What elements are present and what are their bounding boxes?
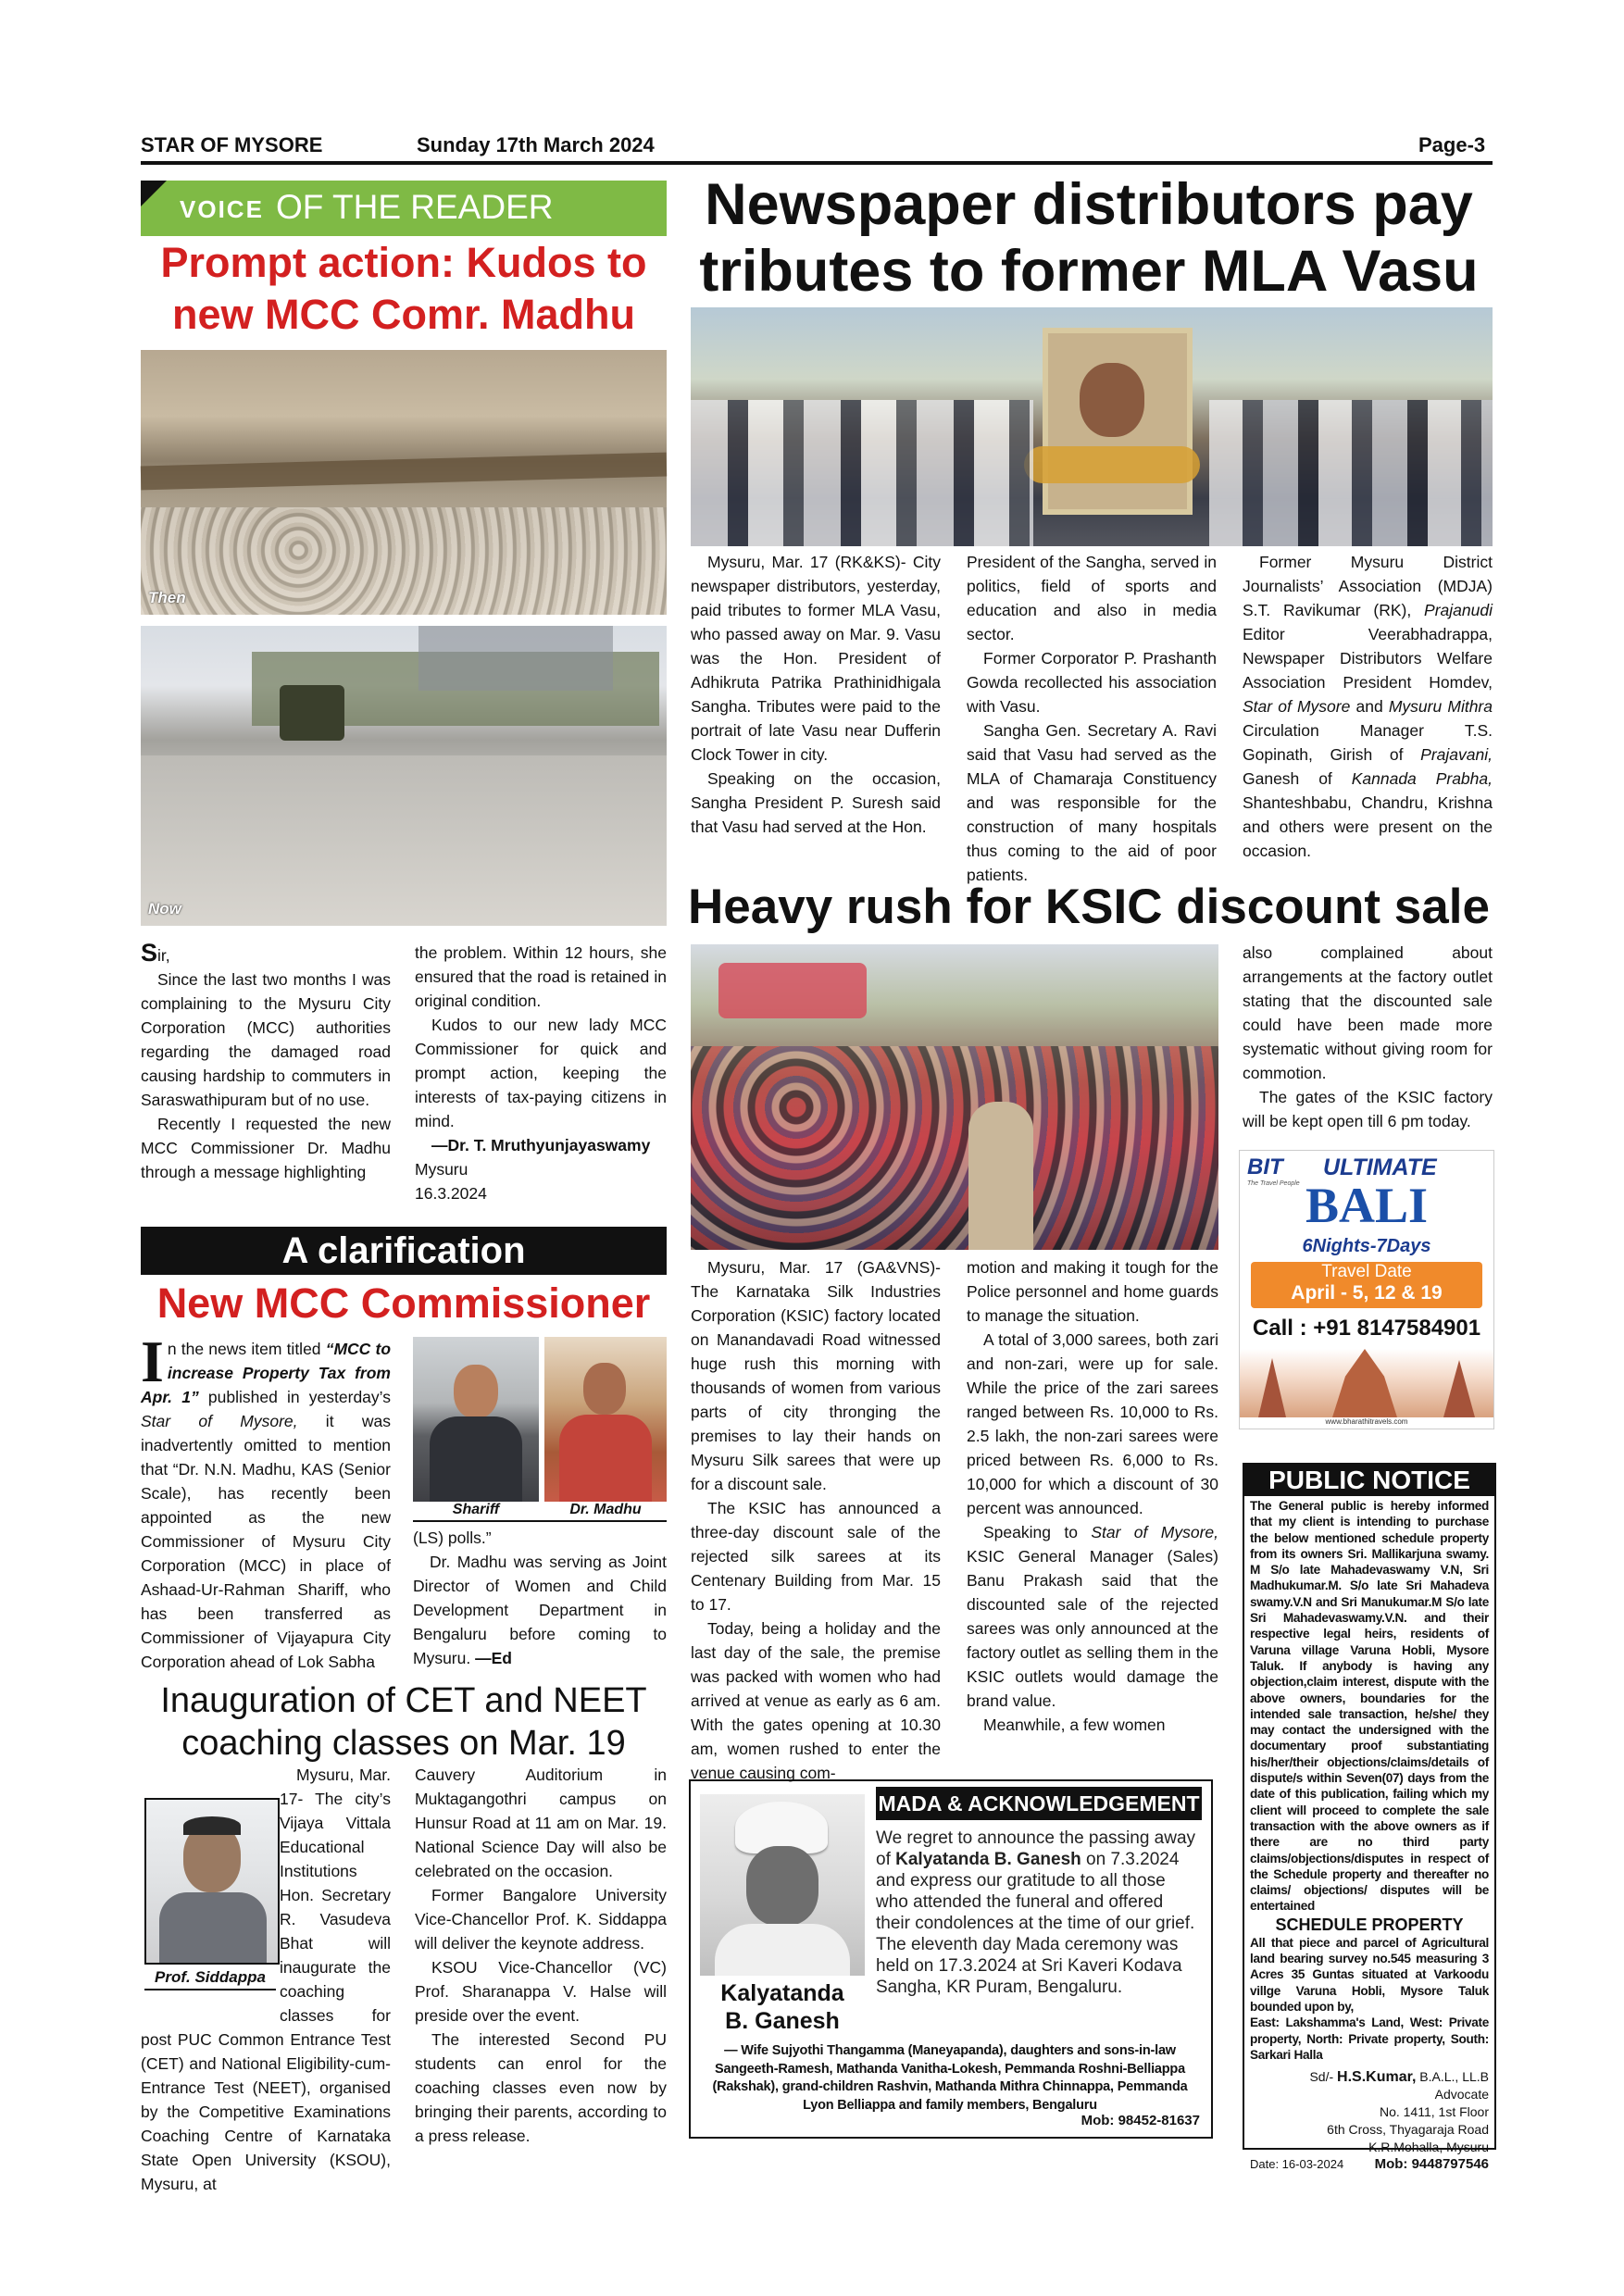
voice-letter-col2 xyxy=(415,941,667,1205)
cet-text: classes for post PUC Common Entrance Test (CET) and National Eligibility-cum-Entrance Test (NEET), organised by the Competitive Examinations Coaching Centre of Karnataka State Open University (KSOU), Mysuru, at xyxy=(141,2006,391,2193)
advocate-block: Sd/- H.S.Kumar, B.A.L., LL.B Advocate No. 1411, 1st Floor 6th Cross, Thyagaraja Road K.R.Mohalla, Mysuru xyxy=(1244,2063,1494,2156)
notice-footer xyxy=(1244,2156,1494,2173)
clarification-col2 xyxy=(413,1526,667,1670)
vasu-col2 xyxy=(967,550,1217,887)
advocate-address: No. 1411, 1st Floor xyxy=(1379,2104,1489,2120)
schedule-title: SCHEDULE PROPERTY xyxy=(1275,1915,1464,1934)
salutation: ir, xyxy=(157,946,170,965)
ksic-crowd-photo xyxy=(691,944,1218,1250)
mada-p2: The eleventh day Mada ceremony was held on 17.3.2024 at Sri Kaveri Kodava Sangha, KR Puram, Bengaluru. xyxy=(876,1935,1182,1997)
caption-shariff: Shariff xyxy=(452,1502,500,1517)
vasu-text: Sangha Gen. Secretary A. Ravi said that Vasu had served as the MLA of Chamaraja Constituency and was responsible for the construction of many hospitals thus coming to the aid of poor patients. xyxy=(967,721,1217,884)
vasu-text: President of the Sangha, served in politics, field of sports and education and also in media sector. xyxy=(967,553,1217,643)
mada-p1: We regret to announce the passing away of Kalyatanda B. Ganesh on 7.3.2024 and express our gratitude to all those who attended the funeral and offered their condolences at the time of our grief. xyxy=(876,1828,1196,1933)
caption-siddappa: Prof. Siddappa xyxy=(155,1968,266,1986)
caption-then: Then xyxy=(148,589,186,606)
cet-headline-line2: coaching classes on Mar. 19 xyxy=(181,1724,626,1763)
bit-logo-sub: The Travel People xyxy=(1247,1180,1300,1187)
deceased-name-line2: B. Ganesh xyxy=(725,2008,840,2034)
vasu-text: Former Corporator P. Prashanth Gowda recollected his association with Vasu. xyxy=(967,649,1217,716)
voice-banner xyxy=(141,181,667,236)
clarification-text-c: published in yesterday’s xyxy=(198,1388,391,1406)
clarification-col1 xyxy=(141,1329,392,1674)
ksic-text: Mysuru, Mar. 17 (GA&VNS)- The Karnataka Silk Industries Corporation (KSIC) factory located on Manandavadi Road witnessed huge rush this morning with thousands of women from various parts of city thronging the premises to lay their hands on Mysuru Silk sarees that were up for a discount sale. xyxy=(691,1258,941,1493)
vasu-headline-line1: Newspaper distributors pay xyxy=(705,172,1473,237)
mada-mobile: Mob: 98452-81637 xyxy=(1081,2113,1200,2128)
portrait-ganesh xyxy=(700,1794,865,1976)
voice-paragraph: Recently I requested the new MCC Commissioner Dr. Madhu through a message highlighting xyxy=(141,1115,391,1181)
ksic-text: Meanwhile, a few women xyxy=(983,1716,1166,1734)
public-notice-body: The General public is hereby informed that my client is intending to purchase the below mentioned schedule property from its owners Sri. Mallikarjuna swamy. M S/o late Mahadevaswamy V.N, Sri Madhukumar.M. S/o late Sri Mahadeva swamy.V.N and Sri Manukumar.M S/o late Sri Mahadevaswamy.V.N. and their respective legal heirs, residents of Varuna village Varuna Hobli, Mysore Taluk. If anybody is having any objection,claim interest, dispute with the above owners, boundaries for the intended sale transaction, he/she/ they may contact the undersigned with the documentary proof substantiating his/her/their objections/claims/details of dispute/s within Seven(07) days from the date of this publication, failing which my client will proceed to complete the sale transaction with the above owners as if there are no third party claims/objections/disputes in respect of the Schedule property and thereafter no claims/ objections/ disputes will be entertained xyxy=(1250,1499,1489,1914)
clarification-band-text: A clarification xyxy=(281,1230,526,1271)
clarification-text: (LS) polls.” xyxy=(413,1529,492,1547)
ad-date-box xyxy=(1251,1262,1482,1308)
voice-paragraph: Kudos to our new lady MCC Commissioner for quick and prompt action, keeping the interests of tax-paying citizens in mind. xyxy=(415,1016,667,1130)
voice-paragraph: Since the last two months I was complaining to the Mysuru City Corporation (MCC) authorities regarding the damaged road causing hardship to commuters in Saraswathipuram but of no use. xyxy=(141,970,391,1109)
voice-label-b: OF THE READER xyxy=(276,188,554,226)
advocate-address: 6th Cross, Thyagaraja Road xyxy=(1327,2122,1489,2138)
road-photo-then xyxy=(141,350,667,615)
notice-date: Date: 16-03-2024 xyxy=(1250,2157,1344,2172)
mada-message xyxy=(876,1828,1202,1998)
voice-banner-corner xyxy=(141,181,167,206)
clarification-text: Dr. Madhu was serving as Joint Director of Women and Child Development Department in Bengaluru before coming to Mysuru. xyxy=(413,1553,667,1667)
ksic-col1 xyxy=(691,1255,941,1785)
ksic-text: motion and making it tough for the Police personnel and home guards to manage the situation. xyxy=(967,1258,1218,1325)
letter-signature: —Dr. T. Mruthyunjayaswamy xyxy=(431,1136,651,1154)
road-photo-now xyxy=(141,626,667,926)
caption-now: Now xyxy=(148,900,181,917)
vasu-text: Speaking on the occasion, Sangha President P. Suresh said that Vasu had served at the Hon. xyxy=(691,769,941,836)
drop-cap: I xyxy=(141,1329,164,1394)
vasu-col3 xyxy=(1243,550,1493,863)
clarification-headline-ref: “MCC to increase Property Tax from Apr. 1” xyxy=(141,1340,392,1406)
ksic-text: Speaking to Star of Mysore, KSIC General Manager (Sales) Banu Prakash said that the discounted sale of the rejected sarees was only announced at the factory outlet as selling them in the KSIC outlets would damage the brand value. xyxy=(967,1523,1218,1710)
mada-header: MADA & ACKNOWLEDGEMENT xyxy=(876,1787,1202,1820)
ksic-text: The gates of the KSIC factory will be kept open till 6 pm today. xyxy=(1243,1088,1493,1130)
cet-text: Cauvery Auditorium in Muktagangothri campus on Hunsur Road at 11 am on Mar. 19. National Science Day will also be celebrated on the occasion. xyxy=(415,1766,667,1880)
voice-letter-col1 xyxy=(141,941,391,1184)
advocate-address: K.R.Mohalla, Mysuru xyxy=(1368,2140,1489,2155)
header-rule xyxy=(141,161,1493,165)
mada-family: — Wife Sujyothi Thangamma (Maneyapanda), daughters and sons-in-law Sangeeth-Ramesh, Mathanda Vanitha-Lokesh, Pemmanda Roshni-Belliappa (Rakshak), grand-children Rashvin, Mathanda Mithra Chinnappa, Pemmanda Lyon Belliappa and family members, Bengaluru xyxy=(712,2043,1188,2113)
bali-temple-illustration xyxy=(1240,1349,1493,1417)
ad-ultimate: ULTIMATE xyxy=(1323,1154,1437,1180)
ksic-side-col xyxy=(1243,941,1493,1133)
vasu-text: Mysuru, Mar. 17 (RK&KS)- City newspaper distributors, yesterday, paid tributes to former MLA Vasu, who passed away on Mar. 9. Vasu was the Hon. President of Adhikruta Patrika Prathinidhigala Sangha. Tributes were paid to the portrait of late Vasu near Dufferin Clock Tower in city. xyxy=(691,553,941,764)
clarification-paper-ref: Star of Mysore, xyxy=(141,1412,298,1430)
cet-text: The interested Second PU students can enrol for the coaching classes even now by bringing their parents, according to a press release. xyxy=(415,2030,667,2145)
page-number: Page-3 xyxy=(1418,133,1486,156)
cet-col1 xyxy=(141,1763,391,2196)
bali-travel-ad[interactable] xyxy=(1239,1150,1494,1429)
photo-madhu xyxy=(544,1337,667,1502)
letter-date: 16.3.2024 xyxy=(415,1184,487,1203)
voice-paragraph: the problem. Within 12 hours, she ensured that the road is retained in original condition. xyxy=(415,943,667,1010)
notice-mobile: Mob: 9448797546 xyxy=(1374,2156,1489,2173)
cet-headline-line1: Inauguration of CET and NEET xyxy=(160,1681,647,1720)
ad-call[interactable]: Call : +91 8147584901 xyxy=(1252,1316,1481,1341)
deceased-name-line1: Kalyatanda xyxy=(720,1980,844,2006)
ksic-col2 xyxy=(967,1255,1218,1737)
cet-text: KSOU Vice-Chancellor (VC) Prof. Sharanappa V. Halse will preside over the event. xyxy=(415,1958,667,2025)
ad-dates: April - 5, 12 & 19 xyxy=(1291,1282,1443,1304)
cet-lead xyxy=(141,1763,391,2196)
editor-signature: —Ed xyxy=(470,1649,512,1667)
caption-rule xyxy=(413,1520,667,1522)
masthead-name: STAR OF MYSORE xyxy=(141,133,323,156)
clarification-headline: New MCC Commissioner xyxy=(156,1279,651,1327)
voice-label-a: VOICE xyxy=(180,195,264,223)
letter-city: Mysuru xyxy=(415,1160,468,1179)
clarification-text-a: n the news item titled xyxy=(167,1340,326,1358)
ksic-text: The KSIC has announced a three-day discount sale of the rejected silk sarees at its Centenary Building from Mar. 15 to 17. xyxy=(691,1499,941,1614)
cet-text: Former Bangalore University Vice-Chancellor Prof. K. Siddappa will deliver the keynote address. xyxy=(415,1886,667,1953)
ad-duration: 6Nights-7Days xyxy=(1302,1236,1431,1256)
caption-madhu: Dr. Madhu xyxy=(569,1502,642,1517)
schedule-bounds: East: Lakshamma's Land, West: Private property, North: Private property, South: Sarkari Halla xyxy=(1250,2015,1489,2062)
public-notice-box xyxy=(1243,1463,1496,2173)
cet-col2 xyxy=(415,1763,667,2148)
vasu-col1 xyxy=(691,550,941,839)
voice-headline-line1: Prompt action: Kudos to xyxy=(160,239,647,286)
ksic-text: A total of 3,000 sarees, both zari and non-zari, were up for sale. While the price of the zari sarees ranged between Rs. 10,000 to Rs. 2.5 lakh, the non-zari sarees were priced between Rs. 6,000 to Rs. 10,000 for which a discount of 30 percent was announced. xyxy=(967,1330,1218,1517)
bit-logo: BIT xyxy=(1247,1154,1283,1179)
ksic-text: Today, being a holiday and the last day of the sale, the premise was packed with women who had arrived at venue as early as 6 am. With the gates opening at 10.30 am, women rushed to enter the venue causing com- xyxy=(691,1619,941,1782)
tribute-photo xyxy=(691,307,1493,546)
vasu-text: Former Mysuru District Journalists’ Association (MDJA) S.T. Ravikumar (RK), Prajanudi Editor Veerabhadrappa, Newspaper Distributors Welfare Association President Homdev, Star of Mysore and Mysuru Mithra Circulation Manager T.S. Gopinath, Girish of Prajavani, Ganesh of Kannada Prabha, Shanteshbabu, Chandru, Krishna and others were present on the occasion. xyxy=(1243,553,1493,860)
ad-travel-label: Travel Date xyxy=(1321,1262,1412,1281)
public-notice-title: PUBLIC NOTICE xyxy=(1244,1465,1494,1496)
salutation-initial: S xyxy=(141,939,158,967)
ad-site[interactable]: www.bharathitravels.com xyxy=(1325,1417,1408,1426)
ksic-headline: Heavy rush for KSIC discount sale xyxy=(688,880,1490,934)
masthead-date: Sunday 17th March 2024 xyxy=(417,133,655,156)
mada-ad-box xyxy=(689,1779,1213,2139)
ksic-text: also complained about arrangements at the factory outlet stating that the discounted sale could have been made more systematic without giving room for commotion. xyxy=(1243,943,1493,1082)
advocate-title: Advocate xyxy=(1434,2087,1489,2103)
clarification-text-e: it was inadvertently omitted to mention that “Dr. N.N. Madhu, KAS (Senior Scale), has recently been appointed as the new Commissioner of Mysuru City Corporation (MCC) in place of Ashaad-Ur-Rahman Shariff, who has been transferred as Commissioner of Vijayapura City Corporation ahead of Lok Sabha xyxy=(141,1412,391,1671)
cet-text: Mysuru, Mar. 17- The city’s Vijaya Vittala Educational Institutions Hon. Secretary R. Vasudeva Bhat will inaugurate the coaching xyxy=(280,1766,391,2001)
vasu-headline-line2: tributes to former MLA Vasu xyxy=(699,239,1479,304)
schedule-body: All that piece and parcel of Agricultural land bearing survey no.545 measuring 3 Acres 35 Guntas situated at Varkoodu villge Varuna Hobli, Mysore Taluk bounded upon by, xyxy=(1250,1935,1489,2014)
ad-bali: BALI xyxy=(1305,1178,1429,1233)
voice-headline-line2: new MCC Comr. Madhu xyxy=(171,291,635,338)
clarification-band xyxy=(141,1227,667,1275)
photo-shariff xyxy=(413,1337,539,1502)
